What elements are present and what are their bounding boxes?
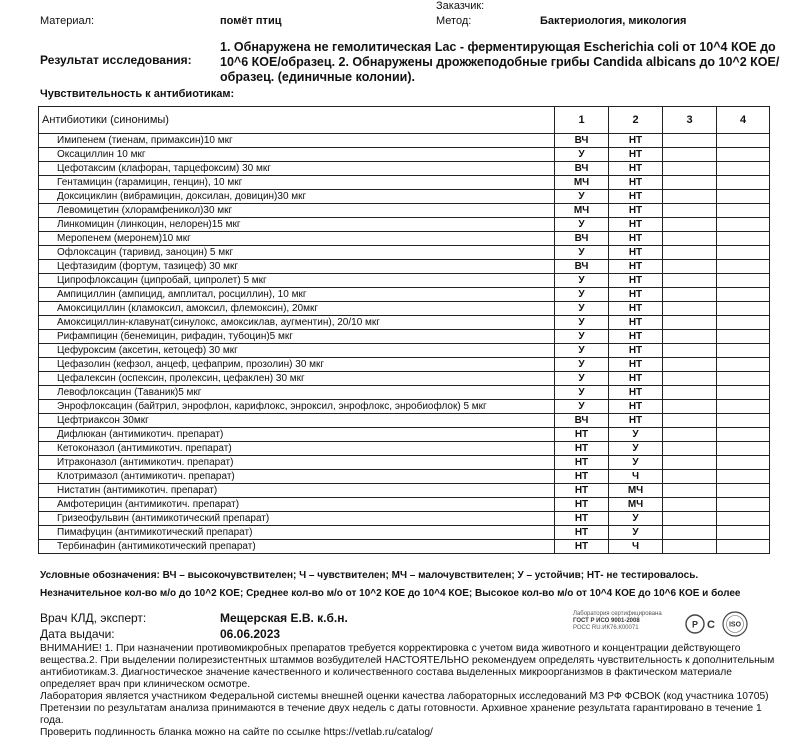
result-col-4 bbox=[717, 204, 770, 218]
result-col-3 bbox=[663, 204, 717, 218]
result-col-3 bbox=[663, 344, 717, 358]
result-col-1: У bbox=[555, 302, 609, 316]
doctor-label: Врач КЛД, эксперт: bbox=[40, 611, 147, 625]
result-col-2: НТ bbox=[609, 176, 663, 190]
result-col-3 bbox=[663, 260, 717, 274]
result-col-3 bbox=[663, 162, 717, 176]
iso-logo-icon bbox=[722, 611, 748, 637]
antibiotic-name: Тербинафин (антимикотический препарат) bbox=[39, 540, 555, 554]
result-col-4 bbox=[717, 190, 770, 204]
result-col-4 bbox=[717, 400, 770, 414]
table-row bbox=[39, 288, 770, 302]
antibiotic-name: Цефуроксим (аксетин, кетоцеф) 30 мкг bbox=[39, 344, 555, 358]
table-row bbox=[39, 442, 770, 456]
result-col-1: ВЧ bbox=[555, 260, 609, 274]
result-col-1: ВЧ bbox=[555, 162, 609, 176]
table-row bbox=[39, 148, 770, 162]
result-col-2: У bbox=[609, 512, 663, 526]
table-row bbox=[39, 302, 770, 316]
result-col-3 bbox=[663, 428, 717, 442]
result-col-4 bbox=[717, 512, 770, 526]
result-col-4 bbox=[717, 456, 770, 470]
antibiotic-name: Линкомицин (линкоцин, нелорен)15 мкг bbox=[39, 218, 555, 232]
result-col-3 bbox=[663, 512, 717, 526]
antibiotic-name: Имипенем (тиенам, примаксин)10 мкг bbox=[39, 134, 555, 148]
column-header-1: 1 bbox=[555, 107, 609, 134]
column-header-3: 3 bbox=[663, 107, 717, 134]
result-col-4 bbox=[717, 288, 770, 302]
antibiotic-name: Оксациллин 10 мкг bbox=[39, 148, 555, 162]
result-col-2: НТ bbox=[609, 344, 663, 358]
result-col-1: У bbox=[555, 316, 609, 330]
antibiotic-name: Гризеофульвин (антимикотический препарат) bbox=[39, 512, 555, 526]
result-col-3 bbox=[663, 274, 717, 288]
result-col-4 bbox=[717, 498, 770, 512]
result-col-2: МЧ bbox=[609, 498, 663, 512]
result-col-3 bbox=[663, 134, 717, 148]
table-row bbox=[39, 372, 770, 386]
table-row bbox=[39, 232, 770, 246]
result-col-1: НТ bbox=[555, 540, 609, 554]
table-row bbox=[39, 428, 770, 442]
result-col-3 bbox=[663, 246, 717, 260]
result-col-4 bbox=[717, 526, 770, 540]
table-row bbox=[39, 260, 770, 274]
table-body bbox=[39, 134, 770, 554]
result-col-2: НТ bbox=[609, 288, 663, 302]
result-col-2: НТ bbox=[609, 218, 663, 232]
table-row bbox=[39, 134, 770, 148]
result-col-4 bbox=[717, 148, 770, 162]
result-col-1: У bbox=[555, 288, 609, 302]
result-col-2: У bbox=[609, 442, 663, 456]
result-col-2: НТ bbox=[609, 134, 663, 148]
method-value: Бактериология, микология bbox=[540, 15, 687, 27]
result-col-3 bbox=[663, 526, 717, 540]
result-col-4 bbox=[717, 414, 770, 428]
result-col-2: НТ bbox=[609, 260, 663, 274]
notes bbox=[40, 643, 775, 739]
table-row bbox=[39, 456, 770, 470]
result-col-3 bbox=[663, 330, 717, 344]
result-col-4 bbox=[717, 274, 770, 288]
result-col-2: НТ bbox=[609, 316, 663, 330]
result-text: 1. Обнаружена не гемолитическая Lac - ферментирующая Escherichia coli от 10^4 КОЕ до 10^6 КОЕ/образец. 2. Обнаружены дрожжеподобные грибы Candida albicans до 10^2 КОЕ/образец. (единичные колонии). bbox=[220, 40, 780, 84]
result-col-2: НТ bbox=[609, 372, 663, 386]
quantity-norms: Незначительное кол-во м/о до 10^2 КОЕ; Среднее кол-во м/о от 10^2 КОЕ до 10^4 КОЕ; Высокое кол-во м/о от 10^4 КОЕ до 10^6 КОЕ и более bbox=[40, 588, 741, 599]
result-label: Результат исследования: bbox=[40, 53, 192, 67]
svg-text:P: P bbox=[691, 619, 699, 630]
result-col-1: НТ bbox=[555, 428, 609, 442]
result-col-3 bbox=[663, 442, 717, 456]
antibiotic-name: Амоксициллин (кламоксил, амоксил, флемоксин), 20мкг bbox=[39, 302, 555, 316]
result-col-4 bbox=[717, 372, 770, 386]
result-col-3 bbox=[663, 358, 717, 372]
lab-certification bbox=[573, 611, 678, 632]
result-col-2: НТ bbox=[609, 302, 663, 316]
antibiotic-name: Доксициклин (вибрамицин, доксилан, довицин)30 мкг bbox=[39, 190, 555, 204]
result-col-4 bbox=[717, 358, 770, 372]
result-col-1: МЧ bbox=[555, 204, 609, 218]
antibiotic-name: Меропенем (меронем)10 мкг bbox=[39, 232, 555, 246]
result-col-3 bbox=[663, 148, 717, 162]
result-col-1: НТ bbox=[555, 456, 609, 470]
antibiotic-name: Дифлюкан (антимикотич. препарат) bbox=[39, 428, 555, 442]
result-col-3 bbox=[663, 372, 717, 386]
result-col-2: НТ bbox=[609, 162, 663, 176]
result-col-2: НТ bbox=[609, 386, 663, 400]
result-col-1: МЧ bbox=[555, 176, 609, 190]
antibiotic-name: Гентамицин (гарамицин, генцин), 10 мкг bbox=[39, 176, 555, 190]
result-col-1: НТ bbox=[555, 526, 609, 540]
antibiotic-name: Левофлоксацин (Таваник)5 мкг bbox=[39, 386, 555, 400]
column-header-2: 2 bbox=[609, 107, 663, 134]
result-col-3 bbox=[663, 456, 717, 470]
result-col-4 bbox=[717, 218, 770, 232]
result-col-4 bbox=[717, 484, 770, 498]
result-col-1: У bbox=[555, 330, 609, 344]
result-col-1: У bbox=[555, 246, 609, 260]
result-col-2: НТ bbox=[609, 246, 663, 260]
table-row bbox=[39, 540, 770, 554]
result-col-1: ВЧ bbox=[555, 134, 609, 148]
result-col-2: НТ bbox=[609, 232, 663, 246]
table-row bbox=[39, 358, 770, 372]
result-col-1: НТ bbox=[555, 498, 609, 512]
legend: Условные обозначения: ВЧ – высокочувствителен; Ч – чувствителен; МЧ – малочувствителен; У – устойчив; НТ- не тестировалось. bbox=[40, 570, 699, 581]
result-col-1: У bbox=[555, 400, 609, 414]
result-col-3 bbox=[663, 288, 717, 302]
result-col-2: МЧ bbox=[609, 484, 663, 498]
result-col-4 bbox=[717, 134, 770, 148]
result-col-1: НТ bbox=[555, 442, 609, 456]
result-col-3 bbox=[663, 386, 717, 400]
table-row bbox=[39, 344, 770, 358]
result-col-3 bbox=[663, 484, 717, 498]
result-col-2: НТ bbox=[609, 414, 663, 428]
antibiotic-name: Цефотаксим (клафоран, тарцефоксим) 30 мкг bbox=[39, 162, 555, 176]
pct-logo-icon bbox=[684, 613, 718, 635]
result-col-4 bbox=[717, 540, 770, 554]
result-col-4 bbox=[717, 442, 770, 456]
result-col-2: У bbox=[609, 456, 663, 470]
sensitivity-table bbox=[38, 106, 770, 554]
antibiotic-name: Амоксициллин-клавунат(синулокс, амоксиклав, аугментин), 20/10 мкг bbox=[39, 316, 555, 330]
table-row bbox=[39, 204, 770, 218]
table-row bbox=[39, 386, 770, 400]
antibiotic-name: Цефтриаксон 30мкг bbox=[39, 414, 555, 428]
table-row bbox=[39, 246, 770, 260]
table-row bbox=[39, 316, 770, 330]
material-label: Материал: bbox=[40, 15, 95, 27]
table-row bbox=[39, 176, 770, 190]
result-col-3 bbox=[663, 400, 717, 414]
result-col-3 bbox=[663, 316, 717, 330]
antibiotic-name: Амфотерицин (антимикотич. препарат) bbox=[39, 498, 555, 512]
result-col-2: НТ bbox=[609, 148, 663, 162]
antibiotic-name: Кетоконазол (антимикотич. препарат) bbox=[39, 442, 555, 456]
result-col-4 bbox=[717, 316, 770, 330]
svg-text:ISO: ISO bbox=[728, 621, 742, 629]
result-col-3 bbox=[663, 176, 717, 190]
antibiotic-name: Ампициллин (ампицид, амплитал, росциллин), 10 мкг bbox=[39, 288, 555, 302]
svg-text:C: C bbox=[707, 619, 715, 631]
result-col-3 bbox=[663, 190, 717, 204]
result-col-3 bbox=[663, 218, 717, 232]
note-fsvok: Лаборатория является участником Федеральной системы внешней оценки качества лабораторных исследований МЗ РФ ФСВОК (код участника 10705) bbox=[40, 691, 769, 702]
antibiotic-name: Цефалексин (оспексин, пролексин, цефаклен) 30 мкг bbox=[39, 372, 555, 386]
result-col-2: НТ bbox=[609, 330, 663, 344]
result-col-1: У bbox=[555, 344, 609, 358]
cert-line-3: РОСС RU.ИК76.К00071 bbox=[573, 625, 639, 631]
table-row bbox=[39, 470, 770, 484]
antibiotic-name: Итраконазол (антимикотич. препарат) bbox=[39, 456, 555, 470]
result-col-1: У bbox=[555, 218, 609, 232]
table-row bbox=[39, 512, 770, 526]
antibiotic-name: Энрофлоксацин (байтрил, энрофлон, карифлокс, энроксил, энрофлокс, энробиофлок) 5 мкг bbox=[39, 400, 555, 414]
table-row bbox=[39, 414, 770, 428]
result-col-3 bbox=[663, 302, 717, 316]
result-col-3 bbox=[663, 540, 717, 554]
table-row bbox=[39, 162, 770, 176]
result-col-4 bbox=[717, 162, 770, 176]
issue-date: 06.06.2023 bbox=[220, 627, 281, 641]
result-col-4 bbox=[717, 176, 770, 190]
result-col-4 bbox=[717, 232, 770, 246]
result-col-2: У bbox=[609, 428, 663, 442]
result-col-1: ВЧ bbox=[555, 414, 609, 428]
result-col-3 bbox=[663, 498, 717, 512]
antibiotic-name: Клотримазол (антимикотич. препарат) bbox=[39, 470, 555, 484]
table-row bbox=[39, 218, 770, 232]
table-row bbox=[39, 484, 770, 498]
antibiotic-name: Офлоксацин (таривид, заноцин) 5 мкг bbox=[39, 246, 555, 260]
customer-label: Заказчик: bbox=[436, 0, 485, 12]
result-col-2: Ч bbox=[609, 540, 663, 554]
result-col-1: НТ bbox=[555, 484, 609, 498]
doctor-name: Мещерская Е.В. к.б.н. bbox=[220, 611, 348, 625]
result-col-4 bbox=[717, 428, 770, 442]
result-col-1: НТ bbox=[555, 470, 609, 484]
table-row bbox=[39, 498, 770, 512]
method-label: Метод: bbox=[436, 15, 472, 27]
table-row bbox=[39, 190, 770, 204]
sensitivity-title: Чувствительность к антибиотикам: bbox=[40, 88, 235, 100]
result-col-3 bbox=[663, 470, 717, 484]
note-warning: ВНИМАНИЕ! 1. При назначении противомикробных препаратов требуется корректировка с учетом вида животного и концентрации действующего вещества.2. При выделении полирезистентных штаммов возбудителей НАСТОЯТЕЛЬНО рекомендуем определять чувствительность к дополнительным антибиотикам.3. Диагностическое значение качественного и количественного состава выделенных микроорганизмов в фактическом материале определяет врач при клиническом осмотре. bbox=[40, 643, 775, 690]
column-header-4: 4 bbox=[717, 107, 770, 134]
antibiotic-name: Ципрофлоксацин (ципробай, ципролет) 5 мкг bbox=[39, 274, 555, 288]
material-value: помёт птиц bbox=[220, 15, 282, 27]
result-col-1: ВЧ bbox=[555, 232, 609, 246]
result-col-4 bbox=[717, 344, 770, 358]
result-col-2: У bbox=[609, 526, 663, 540]
antibiotic-name: Рифампицин (бенемицин, рифадин, тубоцин)5 мкг bbox=[39, 330, 555, 344]
antibiotic-name: Левомицетин (хлорамфеникол)30 мкг bbox=[39, 204, 555, 218]
result-col-2: Ч bbox=[609, 470, 663, 484]
result-col-2: НТ bbox=[609, 274, 663, 288]
result-col-2: НТ bbox=[609, 400, 663, 414]
antibiotic-name: Цефазолин (кефзол, анцеф, цефаприм, прозолин) 30 мкг bbox=[39, 358, 555, 372]
column-header-antibiotics: Антибиотики (синонимы) bbox=[39, 107, 555, 134]
table-row bbox=[39, 526, 770, 540]
result-col-1: У bbox=[555, 358, 609, 372]
note-claims: Претензии по результатам анализа принимаются в течение двух недель с даты готовности. Архивное хранение результата гарантировано в течение 1 года. bbox=[40, 703, 762, 726]
issue-date-label: Дата выдачи: bbox=[40, 627, 115, 641]
result-col-4 bbox=[717, 386, 770, 400]
result-col-1: У bbox=[555, 190, 609, 204]
table-row bbox=[39, 400, 770, 414]
result-col-4 bbox=[717, 302, 770, 316]
table-header-row bbox=[39, 107, 770, 134]
cert-line-2: ГОСТ Р ИСО 9001-2008 bbox=[573, 618, 640, 624]
table-row bbox=[39, 274, 770, 288]
note-verify: Проверить подлинность бланка можно на сайте по ссылке https://vetlab.ru/catalog/ bbox=[40, 727, 433, 738]
result-col-3 bbox=[663, 414, 717, 428]
result-col-1: НТ bbox=[555, 512, 609, 526]
result-col-1: У bbox=[555, 274, 609, 288]
result-col-3 bbox=[663, 232, 717, 246]
antibiotic-name: Нистатин (антимикотич. препарат) bbox=[39, 484, 555, 498]
result-col-4 bbox=[717, 470, 770, 484]
result-col-1: У bbox=[555, 372, 609, 386]
result-col-2: НТ bbox=[609, 190, 663, 204]
result-col-1: У bbox=[555, 386, 609, 400]
result-col-4 bbox=[717, 260, 770, 274]
result-col-4 bbox=[717, 246, 770, 260]
result-col-4 bbox=[717, 330, 770, 344]
result-col-1: У bbox=[555, 148, 609, 162]
table-row bbox=[39, 330, 770, 344]
antibiotic-name: Пимафуцин (антимикотический препарат) bbox=[39, 526, 555, 540]
cert-line-1: Лаборатория сертифицирована bbox=[573, 611, 662, 617]
result-col-2: НТ bbox=[609, 358, 663, 372]
antibiotic-name: Цефтазидим (фортум, тазицеф) 30 мкг bbox=[39, 260, 555, 274]
result-col-2: НТ bbox=[609, 204, 663, 218]
